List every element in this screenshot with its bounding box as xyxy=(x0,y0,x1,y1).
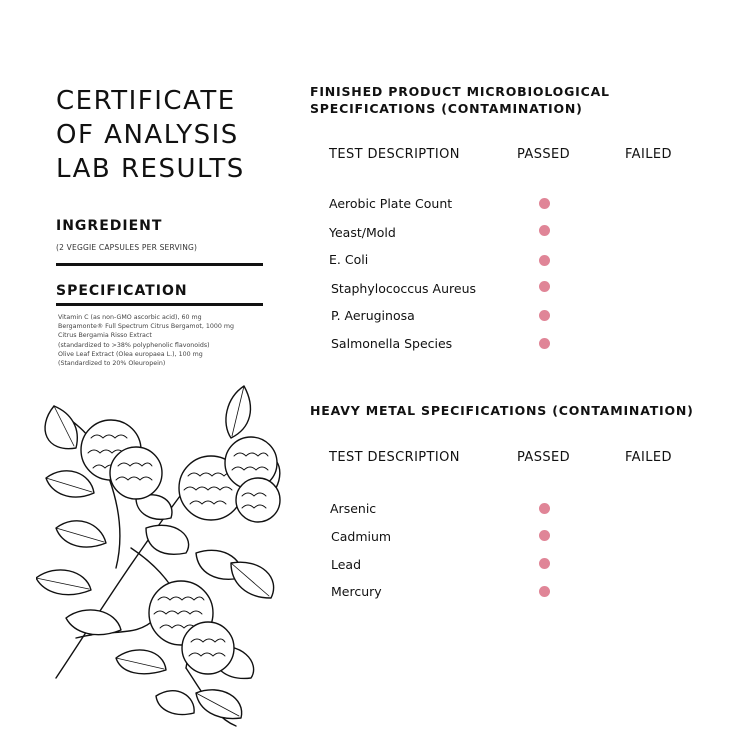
title-line-2: OF ANALYSIS xyxy=(56,120,239,150)
specification-line: (Standardized to 20% Oleuropein) xyxy=(58,360,166,368)
row-label: P. Aeruginosa xyxy=(331,308,415,323)
passed-dot xyxy=(539,558,550,569)
row-label: Salmonella Species xyxy=(331,336,453,351)
microbiological-title xyxy=(310,83,730,117)
passed-dot xyxy=(539,503,550,514)
heavy-metal-title: HEAVY METAL SPECIFICATIONS (CONTAMINATION) xyxy=(310,403,694,418)
serving-note: (2 VEGGIE CAPSULES PER SERVING) xyxy=(56,243,198,252)
row-label: Arsenic xyxy=(330,501,377,516)
col-passed: PASSED xyxy=(517,147,571,162)
passed-dot xyxy=(539,586,550,597)
row-label: Mercury xyxy=(331,584,382,599)
certificate-title xyxy=(56,84,296,186)
divider-rule xyxy=(56,263,263,266)
divider-rule xyxy=(56,303,263,306)
passed-dot xyxy=(539,338,550,349)
bergamot-fruit xyxy=(179,437,280,522)
col-passed: PASSED xyxy=(517,450,571,465)
row-label: Aerobic Plate Count xyxy=(329,196,453,211)
passed-dot xyxy=(539,198,550,209)
passed-dot xyxy=(539,255,550,266)
row-label: Cadmium xyxy=(331,529,392,544)
row-label: Yeast/Mold xyxy=(329,225,396,240)
col-test-description: TEST DESCRIPTION xyxy=(329,147,460,162)
specification-line: Olive Leaf Extract (Olea europaea L.), 100 mg xyxy=(58,350,203,358)
ingredient-heading: INGREDIENT xyxy=(56,218,163,234)
passed-dot xyxy=(539,281,550,292)
specification-line: Citrus Bergamia Risso Extract xyxy=(58,332,152,340)
passed-dot xyxy=(539,225,550,236)
specification-heading: SPECIFICATION xyxy=(56,283,188,299)
row-label: E. Coli xyxy=(329,252,369,267)
citrus-bergamot-branch-illustration xyxy=(36,378,286,730)
title-line-1: CERTIFICATE xyxy=(56,86,236,116)
specification-line: Bergamonte® Full Spectrum Citrus Bergamot, 1000 mg xyxy=(58,323,235,331)
title-line-3: LAB RESULTS xyxy=(56,154,245,184)
specification-list xyxy=(58,313,298,368)
microbiological-title-line-2: SPECIFICATIONS (CONTAMINATION) xyxy=(310,101,583,116)
row-label: Lead xyxy=(331,557,362,572)
leaf-group xyxy=(36,386,280,718)
col-failed: FAILED xyxy=(625,450,672,465)
passed-dot xyxy=(539,310,550,321)
microbiological-title-line-1: FINISHED PRODUCT MICROBIOLOGICAL xyxy=(310,84,610,99)
row-label: Staphylococcus Aureus xyxy=(331,281,477,296)
specification-line: (standardized to >38% polyphenolic flavonoids) xyxy=(58,341,210,349)
passed-dot xyxy=(539,530,550,541)
specification-line: Vitamin C (as non-GMO ascorbic acid), 60 mg xyxy=(58,314,202,321)
col-failed: FAILED xyxy=(625,147,672,162)
col-test-description: TEST DESCRIPTION xyxy=(329,450,460,465)
